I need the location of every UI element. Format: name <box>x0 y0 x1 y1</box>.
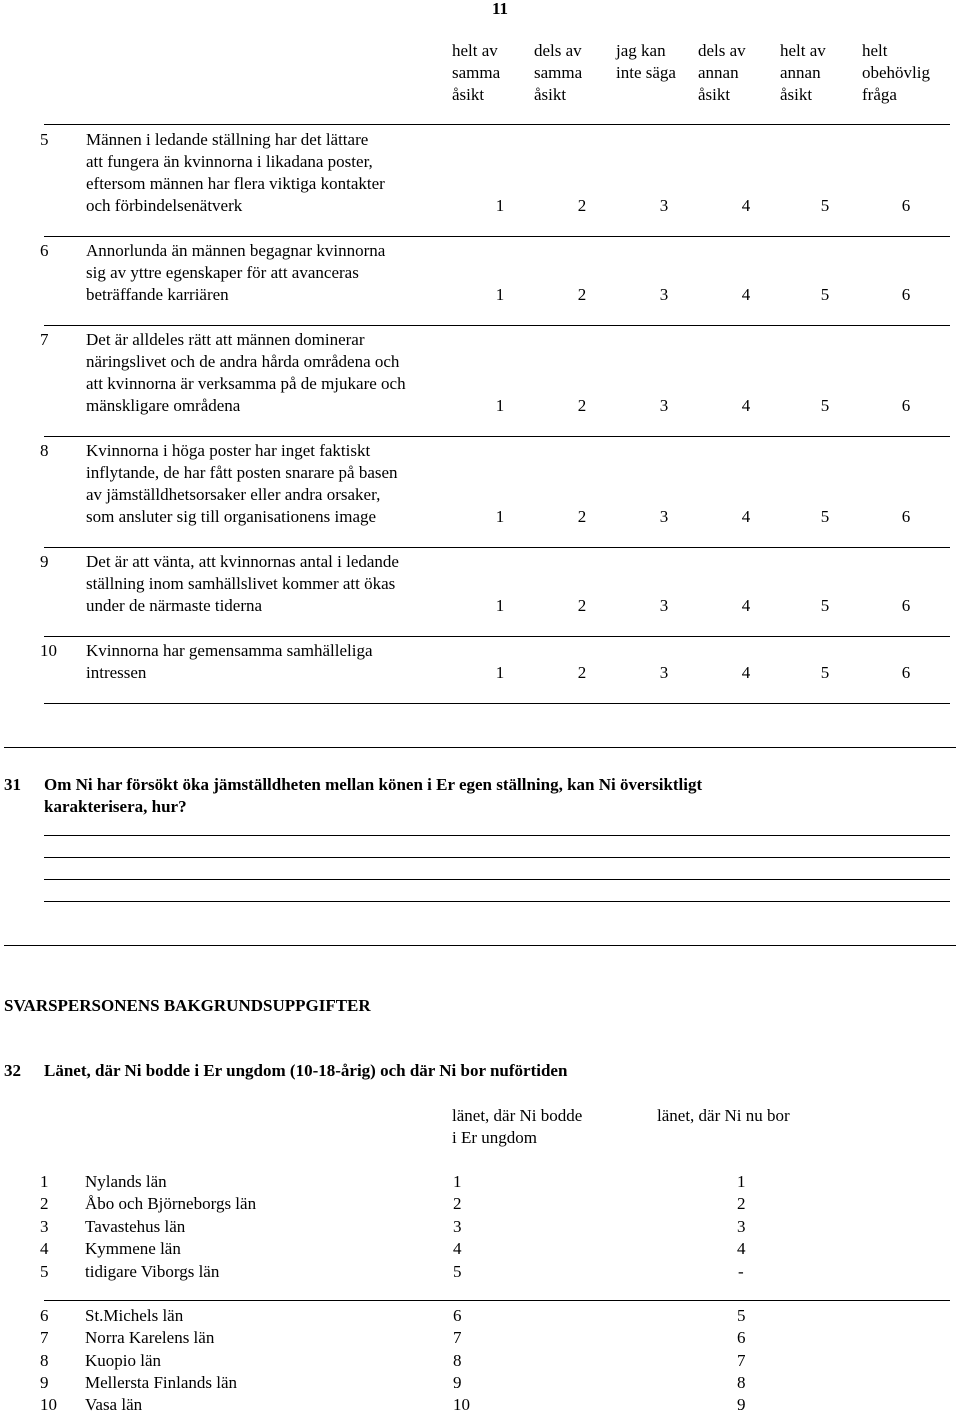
answer-line[interactable] <box>44 879 950 880</box>
list-item: 4 Kymmene län 4 4 <box>40 1239 746 1258</box>
statement-9: 9 Det är att vänta, att kvinnornas antal i ledande ställning inom samhällslivet kommer att ökas under de närmaste tiderna 1 2 3 4 5 6 <box>40 551 950 621</box>
list-item: 3 Tavastehus län 3 3 <box>40 1217 746 1236</box>
youth-option[interactable]: 1 <box>453 1172 462 1191</box>
scale-header-6: helt obehövlig fråga <box>862 41 930 104</box>
now-option[interactable]: 4 <box>737 1239 746 1258</box>
youth-option[interactable]: 10 <box>453 1395 470 1414</box>
scale-option-6[interactable]: 6 <box>901 507 911 526</box>
scale-header-3: jag kan inte säga <box>616 41 676 82</box>
youth-option[interactable]: 3 <box>453 1217 462 1236</box>
divider <box>44 236 950 237</box>
scale-option-1[interactable]: 1 <box>495 663 505 682</box>
scale-options <box>40 395 950 417</box>
divider <box>44 1300 950 1301</box>
now-option[interactable]: 1 <box>737 1172 746 1191</box>
divider <box>44 124 950 125</box>
youth-option[interactable]: 7 <box>453 1328 462 1347</box>
scale-options <box>40 595 950 617</box>
scale-option-5[interactable]: 5 <box>820 663 830 682</box>
section-title: SVARSPERSONENS BAKGRUNDSUPPGIFTER <box>4 996 371 1015</box>
scale-option-1[interactable]: 1 <box>495 396 505 415</box>
now-option[interactable]: 8 <box>737 1373 746 1392</box>
answer-line[interactable] <box>44 835 950 836</box>
scale-option-2[interactable]: 2 <box>577 596 587 615</box>
youth-option[interactable]: 5 <box>453 1262 462 1281</box>
youth-option[interactable]: 4 <box>453 1239 462 1258</box>
statement-7: 7 Det är alldeles rätt att männen dominerar näringslivet och de andra hårda områdena och att kvinnorna är verksamma på de mjukare och mänskligare områdena 1 2 3 4 5 6 <box>40 329 950 421</box>
question-32-number: 32 <box>4 1061 21 1080</box>
list-item: 8 Kuopio län 8 7 <box>40 1351 746 1370</box>
list-item: 2 Åbo och Björneborgs län 2 2 <box>40 1194 746 1213</box>
scale-header-1: helt av samma åsikt <box>452 41 501 104</box>
youth-option[interactable]: 9 <box>453 1373 462 1392</box>
scale-option-5[interactable]: 5 <box>820 507 830 526</box>
scale-option-5[interactable]: 5 <box>820 196 830 215</box>
scale-option-4[interactable]: 4 <box>741 663 751 682</box>
scale-option-1[interactable]: 1 <box>495 596 505 615</box>
now-option[interactable]: 7 <box>737 1351 746 1370</box>
list-item: 7 Norra Karelens län 7 6 <box>40 1328 746 1347</box>
scale-option-3[interactable]: 3 <box>659 663 669 682</box>
divider <box>44 703 950 704</box>
scale-option-6[interactable]: 6 <box>901 196 911 215</box>
question-31-number: 31 <box>4 775 21 794</box>
now-option[interactable]: 2 <box>737 1194 746 1213</box>
question-31-text: Om Ni har försökt öka jämställdheten mellan könen i Er egen ställning, kan Ni översiktligt karakterisera, hur? <box>44 775 703 816</box>
scale-option-4[interactable]: 4 <box>741 396 751 415</box>
scale-option-5[interactable]: 5 <box>820 396 830 415</box>
section-divider <box>4 747 956 748</box>
scale-option-4[interactable]: 4 <box>741 596 751 615</box>
answer-line[interactable] <box>44 857 950 858</box>
youth-option[interactable]: 8 <box>453 1351 462 1370</box>
section-divider <box>4 945 956 946</box>
list-item: 1 Nylands län 1 1 <box>40 1172 746 1191</box>
list-item: 10 Vasa län 10 9 <box>40 1395 746 1414</box>
list-item: 6 St.Michels län 6 5 <box>40 1306 746 1325</box>
youth-option[interactable]: 6 <box>453 1306 462 1325</box>
youth-column-header: länet, där Ni bodde i Er ungdom <box>452 1106 583 1147</box>
scale-option-3[interactable]: 3 <box>659 507 669 526</box>
statement-8: 8 Kvinnorna i höga poster har inget faktiskt inflytande, de har fått posten snarare på basen av jämställdhetsorsaker eller andra orsaker, som ansluter sig till organisationens image 1 2 3 4 5 6 <box>40 440 950 532</box>
now-option[interactable]: 6 <box>737 1328 746 1347</box>
scale-option-2[interactable]: 2 <box>577 663 587 682</box>
scale-option-4[interactable]: 4 <box>741 507 751 526</box>
page-number: 11 <box>492 0 509 18</box>
scale-option-3[interactable]: 3 <box>659 596 669 615</box>
scale-option-3[interactable]: 3 <box>659 196 669 215</box>
youth-option[interactable]: 2 <box>453 1194 462 1213</box>
divider <box>44 636 950 637</box>
scale-option-4[interactable]: 4 <box>741 285 751 304</box>
scale-option-6[interactable]: 6 <box>901 396 911 415</box>
scale-options <box>40 662 950 684</box>
scale-options <box>40 284 950 306</box>
now-option[interactable]: - <box>738 1262 744 1281</box>
scale-option-5[interactable]: 5 <box>820 285 830 304</box>
statement-5: 5 Männen i ledande ställning har det lättare att fungera än kvinnorna i likadana poster, eftersom männen har flera viktiga kontakter och förbindelsenätverk 1 2 3 4 5 6 <box>40 129 950 221</box>
scale-option-2[interactable]: 2 <box>577 285 587 304</box>
scale-header-2: dels av samma åsikt <box>534 41 583 104</box>
scale-option-3[interactable]: 3 <box>659 396 669 415</box>
scale-option-2[interactable]: 2 <box>577 507 587 526</box>
scale-option-3[interactable]: 3 <box>659 285 669 304</box>
scale-option-6[interactable]: 6 <box>901 663 911 682</box>
now-option[interactable]: 3 <box>737 1217 746 1236</box>
scale-option-4[interactable]: 4 <box>741 196 751 215</box>
scale-option-1[interactable]: 1 <box>495 196 505 215</box>
scale-option-1[interactable]: 1 <box>495 507 505 526</box>
answer-line[interactable] <box>44 901 950 902</box>
now-option[interactable]: 9 <box>737 1395 746 1414</box>
scale-options <box>40 195 950 217</box>
list-item: 9 Mellersta Finlands län 9 8 <box>40 1373 746 1392</box>
divider <box>44 436 950 437</box>
question-32-text: Länet, där Ni bodde i Er ungdom (10-18-årig) och där Ni bor nuförtiden <box>44 1061 568 1080</box>
scale-options <box>40 506 950 528</box>
scale-header-5: helt av annan åsikt <box>780 41 826 104</box>
scale-option-2[interactable]: 2 <box>577 196 587 215</box>
now-option[interactable]: 5 <box>737 1306 746 1325</box>
scale-option-5[interactable]: 5 <box>820 596 830 615</box>
scale-header-4: dels av annan åsikt <box>698 41 746 104</box>
divider <box>44 325 950 326</box>
statement-6: 6 Annorlunda än männen begagnar kvinnorna sig av yttre egenskaper för att avanceras beträffande karriären 1 2 3 4 5 6 <box>40 240 950 310</box>
scale-option-1[interactable]: 1 <box>495 285 505 304</box>
now-column-header: länet, där Ni nu bor <box>657 1106 790 1125</box>
statement-10: 10 Kvinnorna har gemensamma samhälleliga intressen 1 2 3 4 5 6 <box>40 640 950 688</box>
list-item: 5 tidigare Viborgs län 5 - <box>40 1262 744 1281</box>
divider <box>44 547 950 548</box>
scale-option-2[interactable]: 2 <box>577 396 587 415</box>
scale-option-6[interactable]: 6 <box>901 285 911 304</box>
scale-option-6[interactable]: 6 <box>901 596 911 615</box>
